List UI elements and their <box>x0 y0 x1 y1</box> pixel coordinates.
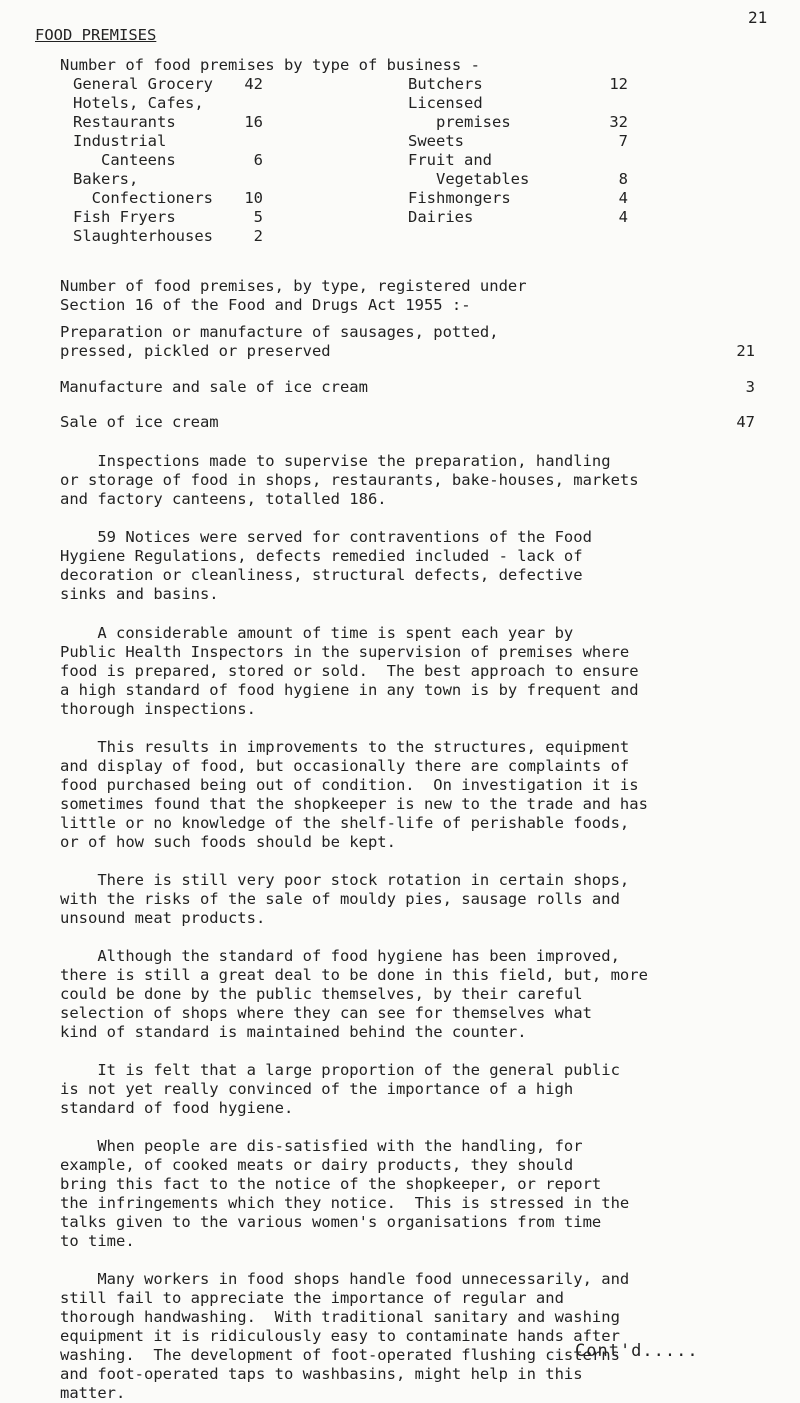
continued-marker: Cont'd..... <box>575 1341 699 1361</box>
business-type-label: Vegetables <box>408 170 530 188</box>
business-type-label: Fishmongers <box>408 189 511 207</box>
business-type-label: General Grocery <box>73 75 213 93</box>
business-type-count: 16 <box>244 113 263 131</box>
business-type-label: Butchers <box>408 75 483 93</box>
paragraph: There is still very poor stock rotation in certain shops, with the risks of the sale of mouldy pies, sausage rolls and unsound meat products. <box>60 871 630 927</box>
registered-item-label: Preparation or manufacture of sausages, potted, pressed, pickled or preserved <box>60 323 499 360</box>
business-type-label: Bakers, <box>73 170 139 188</box>
registered-item-value: 3 <box>745 378 755 396</box>
registered-item-value: 47 <box>736 413 755 431</box>
registered-intro: Number of food premises, by type, registered under Section 16 of the Food and Drugs Act 1955 :- <box>60 277 527 314</box>
business-type-label: Hotels, Cafes, <box>73 94 204 112</box>
business-type-label: Fruit and <box>408 151 492 169</box>
registered-item-value: 21 <box>736 342 755 360</box>
business-type-label: Dairies <box>408 208 474 226</box>
registered-item-label: Manufacture and sale of ice cream <box>60 378 368 396</box>
business-type-label: Sweets <box>408 132 464 150</box>
business-type-label: premises <box>408 113 511 131</box>
business-type-label: Canteens <box>73 151 176 169</box>
section-heading: FOOD PREMISES <box>35 26 157 44</box>
paragraph: This results in improvements to the structures, equipment and display of food, but occasionally there are complaints of food purchased being out of condition. On investigation it is sometimes found that the shopkeeper is new to the trade and has little or no knowledge of the shelf-life of perishable foods, or of how such foods should be kept. <box>60 738 648 851</box>
paragraph: It is felt that a large proportion of the general public is not yet really convinced of the importance of a high standard of food hygiene. <box>60 1061 620 1117</box>
business-type-count: 10 <box>244 189 263 207</box>
business-type-label: Restaurants <box>73 113 176 131</box>
business-type-count: 12 <box>609 75 628 93</box>
page-number: 21 <box>748 8 768 27</box>
paragraph: Inspections made to supervise the preparation, handling or storage of food in shops, restaurants, bake-houses, markets and factory canteens, totalled 186. <box>60 452 639 508</box>
business-type-count: 8 <box>618 170 628 188</box>
business-type-count: 6 <box>253 151 263 169</box>
business-type-intro: Number of food premises by type of business - <box>60 56 480 74</box>
business-type-count: 32 <box>609 113 628 131</box>
business-type-label: Slaughterhouses <box>73 227 213 245</box>
paragraph: When people are dis-satisfied with the handling, for example, of cooked meats or dairy products, they should bring this fact to the notice of the shopkeeper, or report the infringements which they notice. This is stressed in the talks given to the various women's organisations from time to time. <box>60 1137 630 1250</box>
business-type-count: 7 <box>618 132 628 150</box>
paragraph: Many workers in food shops handle food unnecessarily, and still fail to appreciate the importance of regular and thorough handwashing. With traditional sanitary and washing equipment it is ridiculously easy to contaminate hands after washing. The development of foot-operated flushing cisterns and foot-operated taps to washbasins, might help in this matter. <box>60 1270 630 1402</box>
paragraph: A considerable amount of time is spent each year by Public Health Inspectors in the supervision of premises where food is prepared, stored or sold. The best approach to ensure a high standard of food hygiene in any town is by frequent and thorough inspections. <box>60 624 639 718</box>
business-type-label: Confectioners <box>73 189 213 207</box>
registered-item-label: Sale of ice cream <box>60 413 219 431</box>
business-type-count: 42 <box>244 75 263 93</box>
paragraph: Although the standard of food hygiene has been improved, there is still a great deal to be done in this field, but, more could be done by the public themselves, by their careful selection of shops where they can see for themselves what kind of standard is maintained behind the counter. <box>60 947 648 1041</box>
business-type-count: 2 <box>253 227 263 245</box>
business-type-count: 5 <box>253 208 263 226</box>
paragraph: 59 Notices were served for contraventions of the Food Hygiene Regulations, defects remedied included - lack of decoration or cleanliness, structural defects, defective sinks and basins. <box>60 528 592 603</box>
business-type-label: Fish Fryers <box>73 208 176 226</box>
business-type-label: Industrial <box>73 132 167 150</box>
business-type-label: Licensed <box>408 94 483 112</box>
business-type-count: 4 <box>618 208 628 226</box>
business-type-count: 4 <box>618 189 628 207</box>
